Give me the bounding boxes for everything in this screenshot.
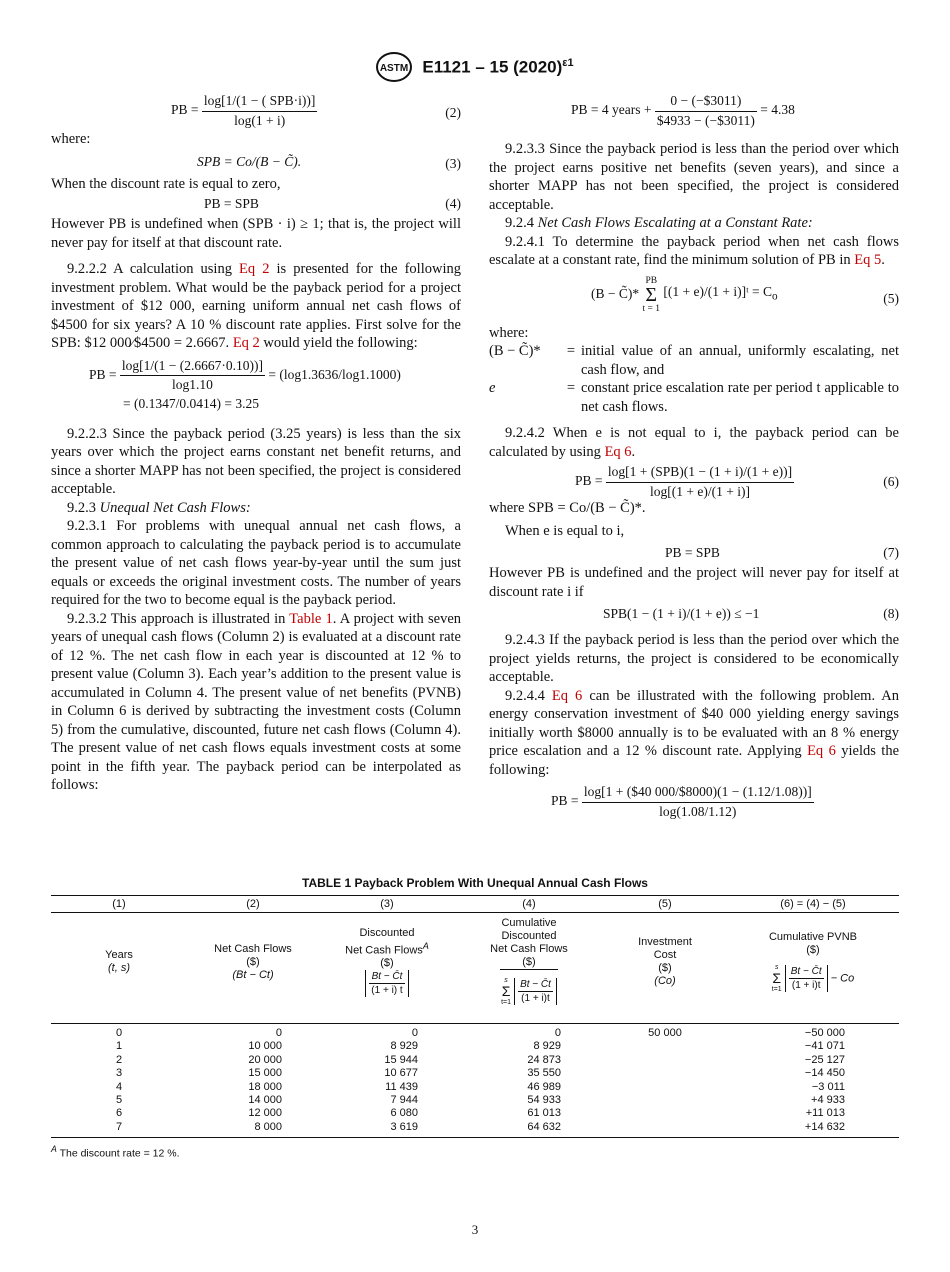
where-label: where: [51, 131, 91, 147]
table-cell-cum: 35 550 [527, 1067, 561, 1080]
para-9-2-4-3: 9.2.4.3 If the payback period is less than the period over which the project yields returns, the project is considered to be economically acceptable. [489, 632, 899, 685]
equation-6: PB = $\frac{\text{log[1 + (SPB)(1 − (1 + i)/(1 + e))]}}{\log[(1 + e)/(1 + i)]}$ (6) [575, 464, 899, 499]
svg-text:ASTM: ASTM [380, 63, 409, 74]
eq5-link[interactable]: Eq 5 [854, 252, 882, 268]
table-footnote: $^A$ The discount rate = 12 %. [51, 1144, 180, 1160]
para-9-2-4-2: 9.2.4.2 When e is not equal to i, the payback period can be calculated by using Eq 6. [489, 425, 899, 460]
equation-7: PB = SPB (7) [665, 545, 899, 560]
interpolation-equation: PB = 4 years + $\frac{0 - (-\$3011)}{\$4933 - (-\$3011)}$ = 4.38 [571, 93, 795, 128]
table-row [51, 1024, 899, 1041]
column-number-row: (1) (2) (3) (4) (5) (6) = (4) − (5) [51, 896, 899, 913]
table-cell-year: 1 [115, 1040, 123, 1053]
eq2-link-2[interactable]: Eq 2 [232, 335, 260, 351]
table-body [51, 1024, 899, 1138]
header-discounted: Discounted Net Cash Flows$^A$ ($) $\frac{Bt - C̄t}{(1 + i) t}$ [319, 913, 455, 1024]
calc-result: = (0.1347/0.0414) = 3.25 [123, 395, 259, 411]
table-cell-year: 6 [115, 1107, 123, 1120]
astm-logo-icon [376, 52, 412, 82]
equation-2: PB = $\frac{\text{log[1/(1 − ( SPB·i))]}}{\log(1 + i)}$ (2) [171, 93, 461, 128]
table-cell-pvnb: +14 632 [727, 1121, 899, 1138]
table-cell-cum: 61 013 [527, 1107, 561, 1120]
table-cell-year: 2 [115, 1053, 123, 1066]
equation-4: PB = SPB (4) [204, 196, 461, 211]
table-row [51, 1107, 899, 1120]
page-number: 3 [471, 1222, 479, 1237]
final-equation: PB = $\frac{\log[1 + (\$40 000/\$8000)(1 - (1.12/1.08))]}{\log(1.08/1.12)}$ [551, 784, 812, 819]
header-cumulative: Cumulative Discounted Net Cash Flows ($) s Σ t=1 $\frac{Bt - C̄t}{(1 + i)t}$ [455, 913, 603, 1024]
table-cell-pvnb: −14 450 [804, 1067, 845, 1080]
table-cell-net: 12 000 [248, 1107, 282, 1120]
table-cell-pvnb: −3 011 [811, 1080, 845, 1093]
table-cell-net: 14 000 [248, 1094, 282, 1107]
table-row [51, 1081, 899, 1094]
equation-3: SPB = Co/(B − C̃). (3) [197, 153, 461, 171]
undefined-text: However PB is undefined when (SPB · i) ≥ 1; that is, the project will never pay for itself at that discount rate. [51, 216, 461, 251]
table-cell-pvnb: +11 013 [805, 1107, 845, 1120]
table-cell-net: 15 000 [248, 1067, 282, 1080]
table-cell-year: 7 [51, 1121, 187, 1138]
table-row [51, 1067, 899, 1080]
header-pvnb: Cumulative PVNB ($) s Σ t=1 $\frac{Bt - C̄t}{(1 + i)t}$ − Co [727, 913, 899, 1024]
column-header-row [51, 913, 899, 1024]
table-cell-net: 10 000 [248, 1040, 282, 1053]
table-cell-year: 4 [115, 1080, 123, 1093]
para-9-2-4-4: 9.2.4.4 Eq 6 can be illustrated with the following problem. An energy conservation investment of $40 000 yielding energy savings initially worth $8000 annually is to be evaluated with an 8 % energy price escalation and a 12 % discount rate. Applying Eq 6 yields the following: [489, 687, 900, 778]
para-9-2-3-2: 9.2.3.2 This approach is illustrated in Table 1. A project with seven years of unequal cash flows (Column 2) is evaluated at a discount rate of 12 %. The net cash flow in each year is discounted at 12 % to present value (Column 3). Each year’s addition to the present value is accumulated in Column 4. The present value of net benefits (PVNB) in Column 6 is derived by subtracting the investment costs (Column 5) from the cumulative, discounted, future net cash flows (Column 4). The present value of net cash flows equals investment costs at some point in the fifth year. The payback period can be interpolated as follows: [51, 610, 462, 793]
para-9-2-3-3: 9.2.3.3 Since the payback period is less than the period over which the project earns positive net benefits (seven years), and since a shorter MAPP has not been specified, the project is considered acceptable. [489, 141, 899, 213]
standard-designation: E1121 – 15 $(2020)^{\varepsilon 1}$ [422, 56, 574, 77]
equation-5: (B − C̃)* PB Σ t = 1 [(1 + e)/(1 + i)]ᵗ = $C_o$ (5) [591, 275, 899, 314]
equation-number: (2) [445, 105, 461, 120]
equation-8: SPB(1 − (1 + i)/(1 + e)) ≤ −1 (8) [603, 606, 899, 621]
table-cell-year: 0 [115, 1027, 123, 1039]
table-cell-pvnb: +4 933 [811, 1094, 845, 1107]
table-cell-cum: 54 933 [527, 1094, 561, 1107]
table-row [51, 1121, 899, 1138]
eq6-link-2[interactable]: Eq 6 [551, 687, 583, 704]
where-label-2: where: [489, 324, 529, 341]
table-cell-disc: 10 677 [384, 1067, 418, 1080]
header-years: Years (t, s) [51, 913, 187, 1024]
right-column [489, 92, 899, 821]
page-header [0, 52, 950, 86]
para-9-2-3-1: 9.2.3.1 For problems with unequal annual net cash flows, a common approach to calculating the payback period is to accumulate the present value of net cash flows year-by-year until the sum just equals or exceeds the original investment costs. The number of years required for the two to become equal is the payback period. [51, 518, 461, 608]
table-cell-disc: 8 929 [390, 1040, 418, 1053]
table-row [51, 1040, 899, 1053]
table-1 [51, 876, 899, 1160]
definitions-table: (B − C̃)* = initial value of an annual, uniformly escalating, net cash flow, and e = constant price escalation rate per period t applicable to net cash flows. [489, 343, 899, 415]
table-cell-cum: 8 929 [533, 1040, 561, 1053]
para-9-2-2-3: 9.2.2.3 Since the payback period (3.25 years) is less than the six years over which the project earns constant net benefit returns, and since a shorter MAPP has not been specified, the project is considered acceptable. [51, 425, 461, 497]
table-title: TABLE 1 Payback Problem With Unequal Annual Cash Flows [302, 876, 648, 890]
para-9-2-2-2: 9.2.2.2 A calculation using Eq 2 is presented for the following investment problem. What would be the payback period for a project investment of $12 000, earning uniform annual net cash flows of $4500 for six years? A 10 % discount rate applies. First solve for the SPB: $12 000⁄$4500 = 2.6667. Eq 2 would yield the following: [51, 261, 461, 351]
table-cell-disc: 15 944 [384, 1053, 418, 1066]
payback-table [51, 895, 899, 1138]
e-equal-text: When e is equal to i, [505, 522, 625, 539]
table-cell-disc: 11 439 [385, 1080, 418, 1093]
table-cell-net: 20 000 [248, 1053, 282, 1066]
left-column [51, 92, 461, 795]
eq6-link-3[interactable]: Eq 6 [807, 743, 836, 759]
table-cell-inv [603, 1040, 727, 1053]
eq6-link[interactable]: Eq 6 [604, 443, 632, 460]
table-cell-inv [603, 1067, 727, 1080]
table-cell-year: 3 [115, 1067, 123, 1080]
header-net-cash-flows: Net Cash Flows ($) (Bt − Ct) [187, 913, 319, 1024]
table-cell-inv: 50 000 [648, 1027, 682, 1039]
table-cell-inv [603, 1081, 727, 1094]
zero-rate-text: When the discount rate is equal to zero, [51, 175, 281, 192]
table-cell-disc: 3 619 [319, 1121, 455, 1138]
heading-9-2-3: 9.2.3 Unequal Net Cash Flows: [67, 499, 251, 516]
heading-9-2-4: 9.2.4 Net Cash Flows Escalating at a Constant Rate: [505, 215, 813, 231]
table-cell-disc: 0 [411, 1027, 418, 1039]
table-cell-inv [603, 1121, 727, 1138]
table-row [51, 1054, 899, 1067]
where-spb: where SPB = Co/(B − C̃)*. [489, 500, 646, 516]
para-9-2-4-1: 9.2.4.1 To determine the payback period when net cash flows escalate at a constant rate, find the minimum solution of PB in Eq 5. [489, 233, 899, 268]
table-cell-cum: 0 [554, 1027, 561, 1039]
table1-link[interactable]: Table 1 [289, 610, 333, 627]
table-cell-pvnb: −41 071 [804, 1040, 845, 1053]
header-investment: Investment Cost ($) (Co) [603, 913, 727, 1024]
table-cell-pvnb: −50 000 [804, 1027, 845, 1039]
table-cell-pvnb: −25 127 [804, 1053, 845, 1066]
eq2-link[interactable]: Eq 2 [239, 261, 270, 277]
table-row [51, 1094, 899, 1107]
table-cell-cum: 64 632 [455, 1121, 603, 1138]
table-cell-net: 8 000 [187, 1121, 319, 1138]
undefined-text-2: However PB is undefined and the project will never pay for itself at discount rate i if [489, 565, 899, 600]
table-cell-net: 18 000 [248, 1080, 282, 1093]
calc-equation: PB = $\frac{\log[1/(1 - (2.6667\cdot 0.10))]}{\log 1.10}$ = (log1.3636/log1.1000) [89, 357, 401, 392]
table-cell-net: 0 [275, 1027, 282, 1039]
table-cell-inv [603, 1107, 727, 1120]
table-cell-disc: 7 944 [390, 1094, 418, 1107]
table-cell-inv [603, 1054, 727, 1067]
table-cell-year: 5 [115, 1094, 123, 1107]
table-cell-disc: 6 080 [390, 1107, 418, 1120]
table-cell-cum: 46 989 [527, 1080, 561, 1093]
table-cell-cum: 24 873 [527, 1053, 561, 1066]
table-cell-inv [603, 1094, 727, 1107]
